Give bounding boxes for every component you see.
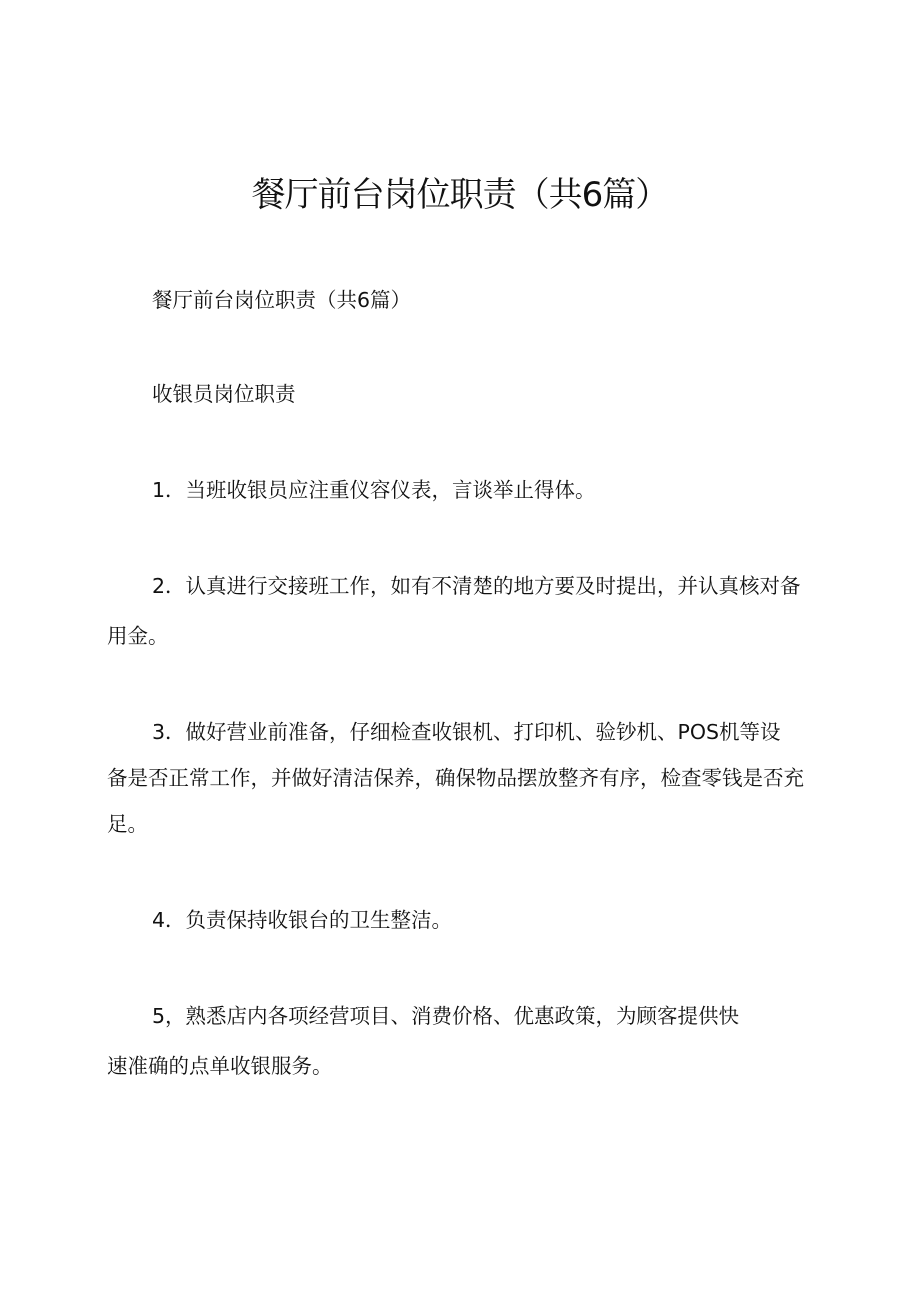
item-5-line-1: 5，熟悉店内各项经营项目、消费价格、优惠政策，为顾客提供快 xyxy=(152,1004,740,1028)
item-3-line-3: 足。 xyxy=(107,812,148,836)
item-2-line-1: 2．认真进行交接班工作，如有不清楚的地方要及时提出，并认真核对备 xyxy=(152,574,801,598)
item-3-line-1: 3．做好营业前准备，仔细检查收银机、打印机、验钞机、POS机等设 xyxy=(152,720,781,744)
item-2-line-2: 用金。 xyxy=(107,624,169,648)
document-title: 餐厅前台岗位职责（共6篇） xyxy=(251,175,669,215)
item-4-line-1: 4．负责保持收银台的卫生整洁。 xyxy=(152,908,453,932)
section-heading: 收银员岗位职责 xyxy=(152,382,296,406)
document-subtitle: 餐厅前台岗位职责（共6篇） xyxy=(152,288,412,312)
item-5-line-2: 速准确的点单收银服务。 xyxy=(107,1054,333,1078)
item-1-line-1: 1．当班收银员应注重仪容仪表，言谈举止得体。 xyxy=(152,478,596,502)
item-3-line-2: 备是否正常工作，并做好清洁保养，确保物品摆放整齐有序，检查零钱是否充 xyxy=(107,766,804,790)
